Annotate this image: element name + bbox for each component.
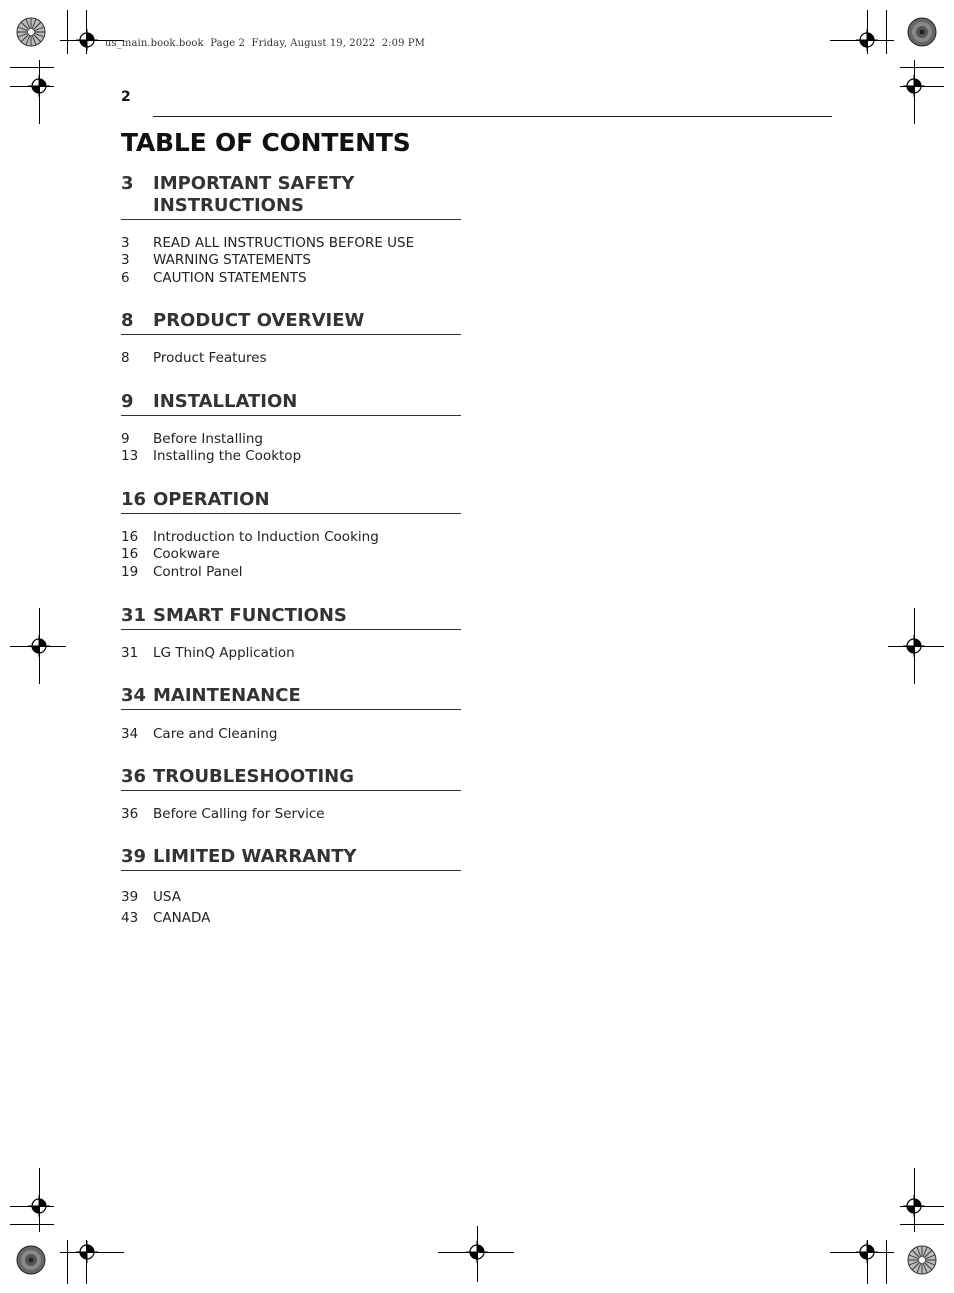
toc-entry-label: Control Panel [153, 563, 243, 580]
toc-entry-page: 19 [121, 563, 139, 580]
toc-entry[interactable] [121, 564, 461, 581]
toc-entry-page: 13 [121, 448, 139, 465]
toc-section-title: MAINTENANCE [153, 685, 301, 706]
toc-section-page: 39 [121, 846, 147, 867]
toc-entry[interactable] [121, 645, 461, 662]
toc-section-heading[interactable] [121, 605, 461, 630]
registration-mark-icon [856, 1241, 878, 1263]
toc-entry-label: LG ThinQ Application [153, 645, 295, 661]
toc-section-title: OPERATION [153, 489, 270, 510]
toc-entry-label: Product Features [153, 350, 267, 366]
toc-entry-label: CANADA [153, 910, 211, 926]
toc-entry-label: Cookware [153, 546, 220, 563]
toc-section-heading[interactable] [121, 391, 461, 416]
toc-section-title: IMPORTANT SAFETY INSTRUCTIONS [153, 173, 355, 216]
toc-section-heading[interactable] [121, 766, 461, 791]
toc-section-safety [121, 173, 461, 287]
toc-section-installation [121, 391, 461, 466]
registration-mark-icon [28, 1195, 50, 1217]
toc-section-maintenance [121, 685, 461, 743]
toc-section-product-overview [121, 310, 461, 367]
toc-section-page: 31 [121, 605, 147, 626]
toc-section-heading[interactable] [121, 310, 461, 335]
toc-section-title: SMART FUNCTIONS [153, 605, 347, 626]
color-target-icon [906, 16, 938, 48]
header-rule [153, 116, 832, 117]
registration-mark-icon [28, 635, 50, 657]
toc-entry-page: 36 [121, 806, 139, 822]
toc-entry-label: CAUTION STATEMENTS [153, 269, 307, 286]
registration-mark-icon [28, 75, 50, 97]
toc-entry[interactable] [121, 546, 461, 563]
toc-entry[interactable] [121, 908, 461, 929]
page-title: TABLE OF CONTENTS [121, 128, 411, 157]
toc-section-operation [121, 489, 461, 581]
toc-entry[interactable] [121, 431, 461, 448]
toc-entry-label: Before Calling for Service [153, 806, 325, 822]
toc-entry[interactable] [121, 270, 461, 287]
toc-entry[interactable] [121, 235, 461, 252]
toc-section-title: TROUBLESHOOTING [153, 766, 354, 787]
toc-entry-page: 8 [121, 350, 130, 366]
toc-section-title: INSTALLATION [153, 391, 298, 412]
toc-section-troubleshooting [121, 766, 461, 823]
registration-mark-icon [903, 1195, 925, 1217]
toc-entry-page: 31 [121, 645, 139, 661]
toc-entry[interactable] [121, 350, 461, 367]
toc-section-page: 3 [121, 173, 134, 194]
toc-entry-page: 6 [121, 269, 130, 286]
toc-entry-label: USA [153, 889, 181, 905]
star-target-icon [906, 1244, 938, 1276]
toc-section-page: 8 [121, 310, 134, 331]
toc-section-heading[interactable] [121, 846, 461, 871]
toc-section-title: PRODUCT OVERVIEW [153, 310, 365, 331]
registration-mark-icon [903, 75, 925, 97]
toc-entry-page: 43 [121, 910, 139, 926]
toc-entry[interactable] [121, 806, 461, 823]
toc-entry-label: Care and Cleaning [153, 726, 278, 742]
registration-mark-icon [76, 29, 98, 51]
registration-mark-icon [76, 1241, 98, 1263]
registration-mark-icon [856, 29, 878, 51]
toc-entry[interactable] [121, 887, 461, 908]
star-target-icon [15, 16, 47, 48]
registration-mark-icon [903, 635, 925, 657]
toc-section-smart-functions [121, 605, 461, 662]
page-number: 2 [121, 89, 131, 105]
toc-entry[interactable] [121, 529, 461, 546]
toc-section-title: LIMITED WARRANTY [153, 846, 357, 867]
toc-entry-page: 3 [121, 235, 130, 251]
toc-entry-page: 39 [121, 889, 139, 905]
toc-entry-page: 16 [121, 546, 139, 563]
toc-entry-page: 16 [121, 529, 139, 545]
print-slug: us_main.book.book Page 2 Friday, August 19, 2022 2:09 PM [105, 38, 426, 49]
toc-entry[interactable] [121, 252, 461, 269]
toc-section-page: 34 [121, 685, 147, 706]
color-target-icon [15, 1244, 47, 1276]
toc-entry-label: WARNING STATEMENTS [153, 252, 311, 269]
toc-entry-label: Installing the Cooktop [153, 448, 302, 465]
toc-section-page: 36 [121, 766, 147, 787]
toc-entry-label: READ ALL INSTRUCTIONS BEFORE USE [153, 235, 415, 251]
toc-entry-page: 3 [121, 252, 130, 269]
toc-section-heading[interactable] [121, 173, 461, 220]
toc-entry[interactable] [121, 726, 461, 743]
toc-entry-page: 34 [121, 726, 139, 742]
registration-mark-icon [466, 1241, 488, 1263]
toc-section-heading[interactable] [121, 489, 461, 514]
toc-section-page: 16 [121, 489, 147, 510]
toc-entry-label: Introduction to Induction Cooking [153, 529, 379, 545]
toc-entry-label: Before Installing [153, 431, 263, 447]
toc-section-page: 9 [121, 391, 134, 412]
toc-entry[interactable] [121, 448, 461, 465]
toc-section-limited-warranty [121, 846, 461, 929]
toc-entry-page: 9 [121, 431, 130, 447]
toc-section-heading[interactable] [121, 685, 461, 710]
